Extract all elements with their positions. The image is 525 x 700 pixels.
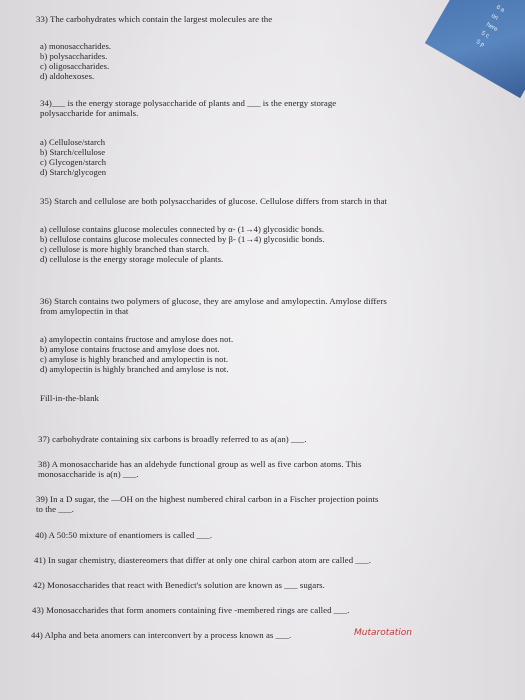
corner-snippet: here (484, 21, 499, 34)
q33-option-d: d) aldohexoses. (40, 71, 95, 81)
q33-option-c: c) oligosaccharides. (40, 61, 110, 71)
question-34-cont: polysaccharide for animals. (40, 108, 139, 118)
q36-option-d: d) amylopectin is highly branched and amylose is not. (40, 364, 229, 374)
question-44: 44) Alpha and beta anomers can interconvert by a process known as ___. (31, 630, 292, 640)
q33-option-b: b) polysaccharides. (40, 51, 108, 61)
question-39: 39) In a D sugar, the —OH on the highest numbered chiral carbon in a Fischer projection points (36, 494, 379, 504)
q34-option-b: b) Starch/cellulose (40, 147, 106, 157)
question-41: 41) In sugar chemistry, diastereomers that differ at only one chiral carbon atom are called ___. (34, 555, 372, 565)
q34-option-d: d) Starch/glycogen (40, 167, 107, 177)
corner-snippet: 6 a (494, 4, 506, 14)
q35-option-c: c) cellulose is more highly branched than starch. (40, 244, 210, 254)
question-36: 36) Starch contains two polymers of glucose, they are amylose and amylopectin. Amylose differs (40, 296, 387, 306)
question-33: 33) The carbohydrates which contain the largest molecules are the (36, 14, 273, 24)
q35-option-a: a) cellulose contains glucose molecules connected by α- (1→4) glycosidic bonds. (40, 224, 325, 234)
question-34: 34)___ is the energy storage polysaccharide of plants and ___ is the energy storage (40, 98, 337, 108)
question-35: 35) Starch and cellulose are both polysaccharides of glucose. Cellulose differs from starch in that (40, 196, 388, 206)
q35-option-b: b) cellulose contains glucose molecules connected by β- (1→4) glycosidic bonds. (40, 234, 325, 244)
question-42: 42) Monosaccharides that react with Benedict's solution are known as ___ sugars. (33, 580, 325, 590)
q36-option-b: b) amylose contains fructose and amylose does not. (40, 344, 220, 354)
q34-option-a: a) Cellulose/starch (40, 137, 106, 147)
section-heading: Fill-in-the-blank (40, 393, 99, 403)
question-43: 43) Monosaccharides that form anomers containing five -membered rings are called ___. (32, 605, 350, 615)
corner-snippet: 5 p (474, 39, 486, 49)
q34-option-c: c) Glycogen/starch (40, 157, 107, 167)
handwritten-answer: Mutarotation (354, 628, 413, 638)
q36-option-c: c) amylose is highly branched and amylopectin is not. (40, 354, 229, 364)
question-39-cont: to the ___. (36, 504, 74, 514)
corner-page-underneath (425, 0, 525, 98)
corner-snippet: 5 c (479, 30, 490, 40)
question-40: 40) A 50:50 mixture of enantiomers is called ___. (35, 530, 213, 540)
q36-option-a: a) amylopectin contains fructose and amylose does not. (40, 334, 234, 344)
question-37: 37) carbohydrate containing six carbons is broadly referred to as a(an) ___. (38, 434, 307, 444)
question-36-cont: from amylopectin in that (40, 306, 129, 316)
q33-option-a: a) monosaccharides. (40, 41, 112, 51)
question-38: 38) A monosaccharide has an aldehyde functional group as well as five carbon atoms. This (38, 459, 362, 469)
corner-snippet: on (489, 13, 499, 22)
question-38-cont: monosaccharide is a(n) ___. (38, 469, 139, 479)
q35-option-d: d) cellulose is the energy storage molecule of plants. (40, 254, 224, 264)
